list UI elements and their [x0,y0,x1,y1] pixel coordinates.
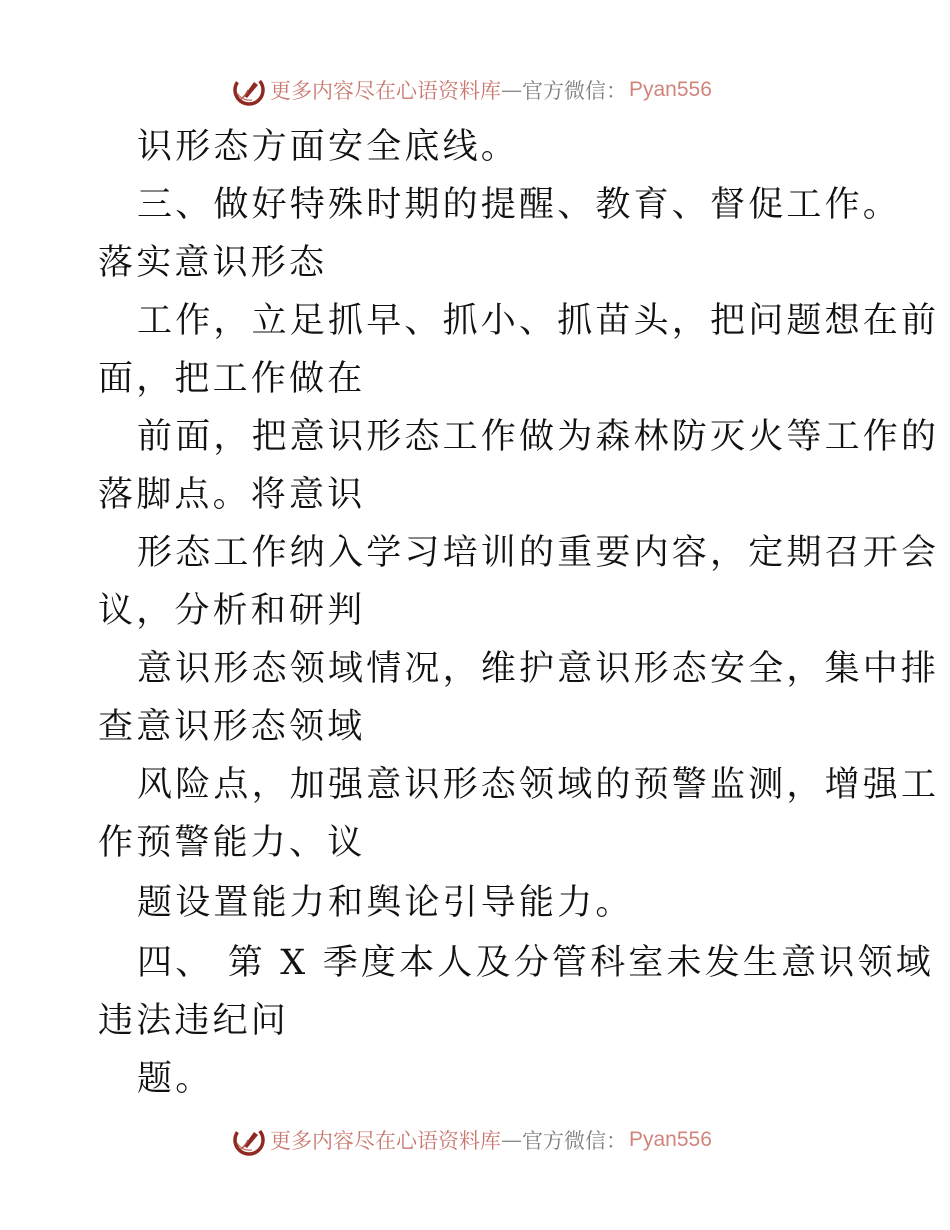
body-line: 形态工作纳入学习培训的重要内容，定期召开会 [137,533,940,573]
section-heading-4: 四、 第 X 季度本人及分管科室未发生意识领域 [137,943,934,983]
body-line: 前面，把意识形态工作做为森林防灭火等工作的 [137,417,940,457]
body-line: 识形态方面安全底线。 [137,127,520,167]
quill-pen-logo-icon [232,1123,266,1157]
body-line: 题。 [137,1059,214,1099]
quill-pen-logo-icon [232,73,266,107]
watermark-wechat-handle: Pyan556 [629,1128,712,1151]
body-line: 面，把工作做在 [98,359,366,399]
body-line: 风险点，加强意识形态领域的预警监测，增强工 [137,765,940,805]
body-line: 查意识形态领域 [98,707,366,747]
body-line: 工作，立足抓早、抓小、抓苗头，把问题想在前 [137,301,940,341]
body-line: 作预警能力、议 [98,823,366,863]
body-line: 议，分析和研判 [98,591,366,631]
body-line: 违法违纪问 [98,1001,290,1041]
body-line: 意识形态领域情况，维护意识形态安全，集中排 [137,649,940,689]
body-line: 落实意识形态 [98,243,328,283]
body-line: 题设置能力和舆论引导能力。 [137,883,634,923]
section-heading-3: 三、做好特殊时期的提醒、教育、督促工作。 [137,185,902,225]
body-line: 落脚点。将意识 [98,475,366,515]
watermark-brand-text: 更多内容尽在心语资料库 [270,79,501,103]
watermark-wechat-label: 官方微信： [522,79,627,103]
watermark-wechat-handle: Pyan556 [629,78,712,101]
watermark-separator: — [501,78,522,102]
watermark-wechat-label: 官方微信： [522,1129,627,1153]
header-watermark [232,70,712,110]
footer-watermark [232,1120,712,1160]
watermark-separator: — [501,1128,522,1152]
watermark-brand-text: 更多内容尽在心语资料库 [270,1129,501,1153]
